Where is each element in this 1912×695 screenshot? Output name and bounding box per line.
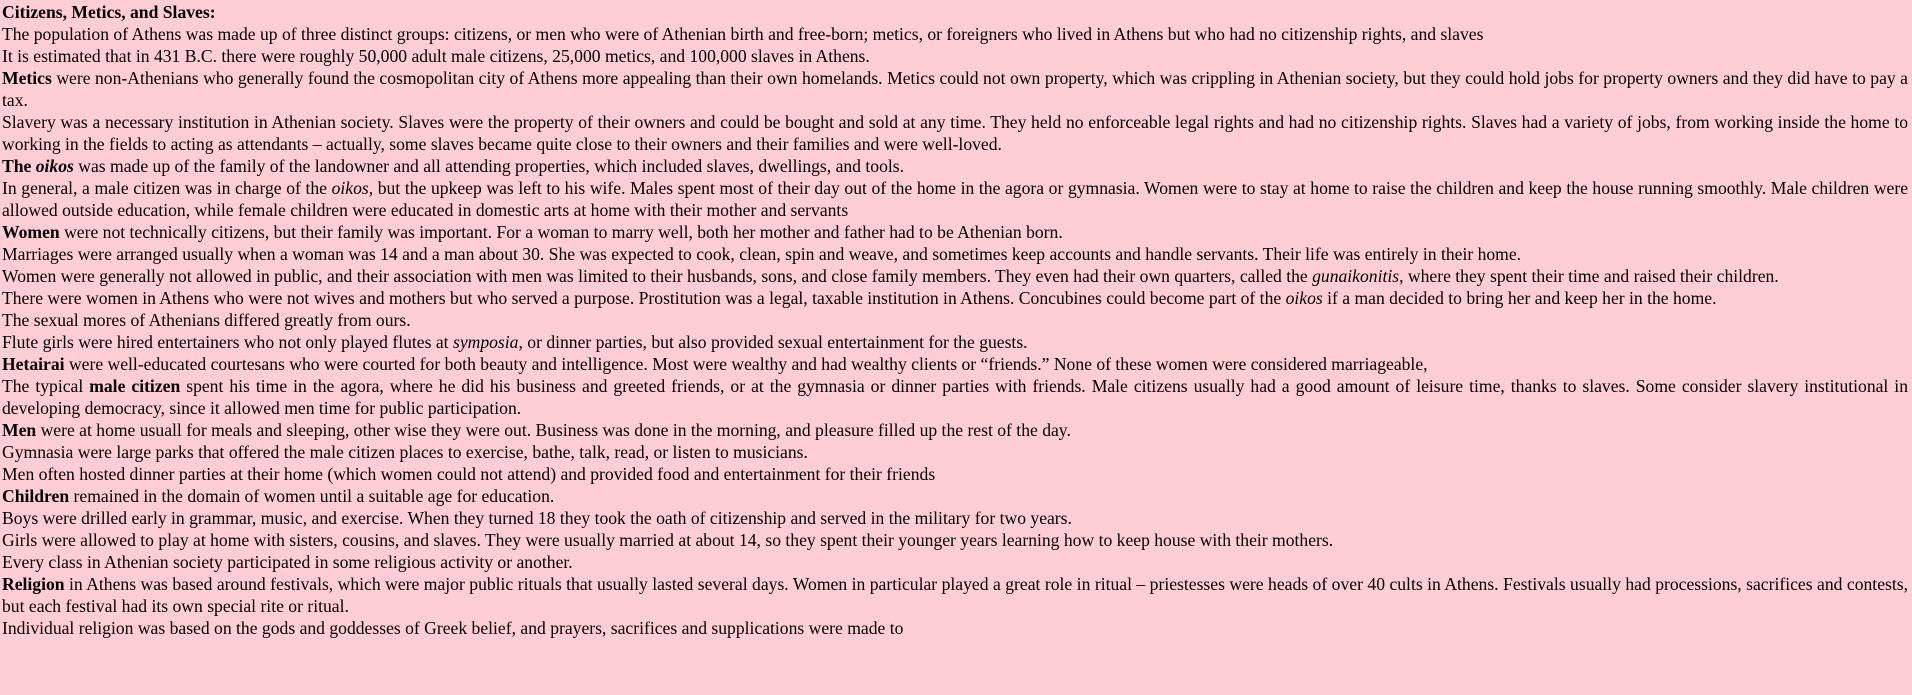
- paragraph: [2, 331, 1908, 353]
- text-run: The population of Athens was made up of three distinct groups: citizens, or men who were of Athenian birth and free-born; metics, or foreigners who lived in Athens but who had no citizenship rights, and slaves: [2, 24, 1484, 44]
- text-run-italic: symposia: [452, 332, 519, 352]
- paragraph: [2, 287, 1908, 309]
- paragraph: [2, 309, 1908, 331]
- document-title: Citizens, Metics, and Slaves:: [2, 2, 216, 22]
- text-run: if a man decided to bring her and keep her in the home.: [1322, 288, 1717, 308]
- paragraph: [2, 45, 1908, 67]
- text-run: Flute girls were hired entertainers who not only played flutes at: [2, 332, 453, 352]
- text-run: were non-Athenians who generally found the cosmopolitan city of Athens more appealing than their own homelands. Metics could not own property, which was crippling in Athenian society, but they could hold jobs for property owners and they did have to pay a tax.: [2, 68, 1908, 110]
- text-run: Slavery was a necessary institution in Athenian society. Slaves were the property of their owners and could be bought and sold at any time. They held no enforceable legal rights and had no citizenship rights. Slaves had a variety of jobs, from working inside the home to working in the fields to acting as attendants – actually, some slaves became quite close to their owners and their families and were well-loved.: [2, 112, 1908, 154]
- text-run-bold: Hetairai: [2, 354, 65, 374]
- paragraph: [2, 419, 1908, 441]
- text-run: , or dinner parties, but also provided sexual entertainment for the guests.: [518, 332, 1028, 352]
- text-run-italic: gunaikonitis: [1312, 266, 1400, 286]
- text-run-bold: The: [2, 156, 36, 176]
- paragraph: [2, 111, 1908, 155]
- text-run-italic: oikos: [1285, 288, 1323, 308]
- paragraph: [2, 485, 1908, 507]
- text-run-bold: [36, 156, 74, 176]
- text-run-italic: oikos: [331, 178, 369, 198]
- text-run: Boys were drilled early in grammar, music, and exercise. When they turned 18 they took the oath of citizenship and served in the military for two years.: [2, 508, 1072, 528]
- text-run: Girls were allowed to play at home with sisters, cousins, and slaves. They were usually married at about 14, so they spent their younger years learning how to keep house with their mothers.: [2, 530, 1334, 550]
- text-run: were not technically citizens, but their family was important. For a woman to marry well, both her mother and father had to be Athenian born.: [59, 222, 1063, 242]
- paragraph: [2, 551, 1908, 573]
- text-run: There were women in Athens who were not wives and mothers but who served a purpose. Prostitution was a legal, taxable institution in Athens. Concubines could become part of the: [2, 288, 1286, 308]
- paragraph: [2, 23, 1908, 45]
- paragraph: [2, 221, 1908, 243]
- paragraph: [2, 265, 1908, 287]
- paragraph: [2, 441, 1908, 463]
- text-run-bold: Religion: [2, 574, 65, 594]
- text-run: The sexual mores of Athenians differed greatly from ours.: [2, 310, 411, 330]
- text-run: Every class in Athenian society participated in some religious activity or another.: [2, 552, 573, 572]
- paragraph: [2, 573, 1908, 617]
- text-run-bold: Metics: [2, 68, 52, 88]
- text-run: Marriages were arranged usually when a woman was 14 and a man about 30. She was expected to cook, clean, spin and weave, and sometimes keep accounts and handle servants. Their life was entirely in their home.: [2, 244, 1522, 264]
- paragraph: [2, 463, 1908, 485]
- text-run-bold: Men: [2, 420, 37, 440]
- text-run-bold: male citizen: [89, 376, 181, 396]
- text-run: In general, a male citizen was in charge of the: [2, 178, 332, 198]
- paragraph: [2, 155, 1908, 177]
- text-run-bold: Children: [2, 486, 70, 506]
- text-run: spent his time in the agora, where he did his business and greeted friends, or at the gymnasia or dinner parties with friends. Male citizens usually had a good amount of leisure time, thanks to slaves. Some consider slavery institutional in developing democracy, since it allowed men time for public participation.: [2, 376, 1908, 418]
- text-run: was made up of the family of the landowner and all attending properties, which included slaves, dwellings, and tools.: [73, 156, 904, 176]
- text-run: , where they spent their time and raised their children.: [1399, 266, 1779, 286]
- paragraph: [2, 617, 1908, 639]
- paragraph: [2, 353, 1908, 375]
- text-run: Women were generally not allowed in public, and their association with men was limited to their husbands, sons, and close family members. They even had their own quarters, called the: [2, 266, 1313, 286]
- text-run: were well-educated courtesans who were courted for both beauty and intelligence. Most were wealthy and had wealthy clients or “friends.” None of these women were considered marriageable,: [64, 354, 1428, 374]
- document-body: [2, 1, 1908, 639]
- text-run: Individual religion was based on the gods and goddesses of Greek belief, and prayers, sacrifices and supplications were made to: [2, 618, 904, 638]
- text-run: in Athens was based around festivals, which were major public rituals that usually lasted several days. Women in particular played a great role in ritual – priestesses were heads of over 40 cults in Athens. Festivals usually had processions, sacrifices and contests, but each festival had its own special rite or ritual.: [2, 574, 1908, 616]
- text-run-bold: Women: [2, 222, 60, 242]
- paragraph: [2, 529, 1908, 551]
- text-run-bold-italic: oikos: [35, 156, 74, 176]
- paragraph: [2, 507, 1908, 529]
- text-run: It is estimated that in 431 B.C. there were roughly 50,000 adult male citizens, 25,000 metics, and 100,000 slaves in Athens.: [2, 46, 870, 66]
- paragraph: [2, 67, 1908, 111]
- text-run: remained in the domain of women until a suitable age for education.: [69, 486, 555, 506]
- text-run: Men often hosted dinner parties at their home (which women could not attend) and provided food and entertainment for their friends: [2, 464, 936, 484]
- paragraph: [2, 177, 1908, 221]
- paragraph: [2, 375, 1908, 419]
- text-run: Gymnasia were large parks that offered the male citizen places to exercise, bathe, talk, read, or listen to musicians.: [2, 442, 808, 462]
- text-run: The typical: [2, 376, 90, 396]
- paragraph: [2, 243, 1908, 265]
- paragraph-list: [2, 23, 1908, 639]
- text-run: were at home usuall for meals and sleeping, other wise they were out. Business was done in the morning, and pleasure filled up the rest of the day.: [36, 420, 1071, 440]
- text-run: , but the upkeep was left to his wife. Males spent most of their day out of the home in the agora or gymnasia. Women were to stay at home to raise the children and keep the house running smoothly. Male children were allowed outside education, while female children were educated in domestic arts at home with their mother and servants: [2, 178, 1908, 220]
